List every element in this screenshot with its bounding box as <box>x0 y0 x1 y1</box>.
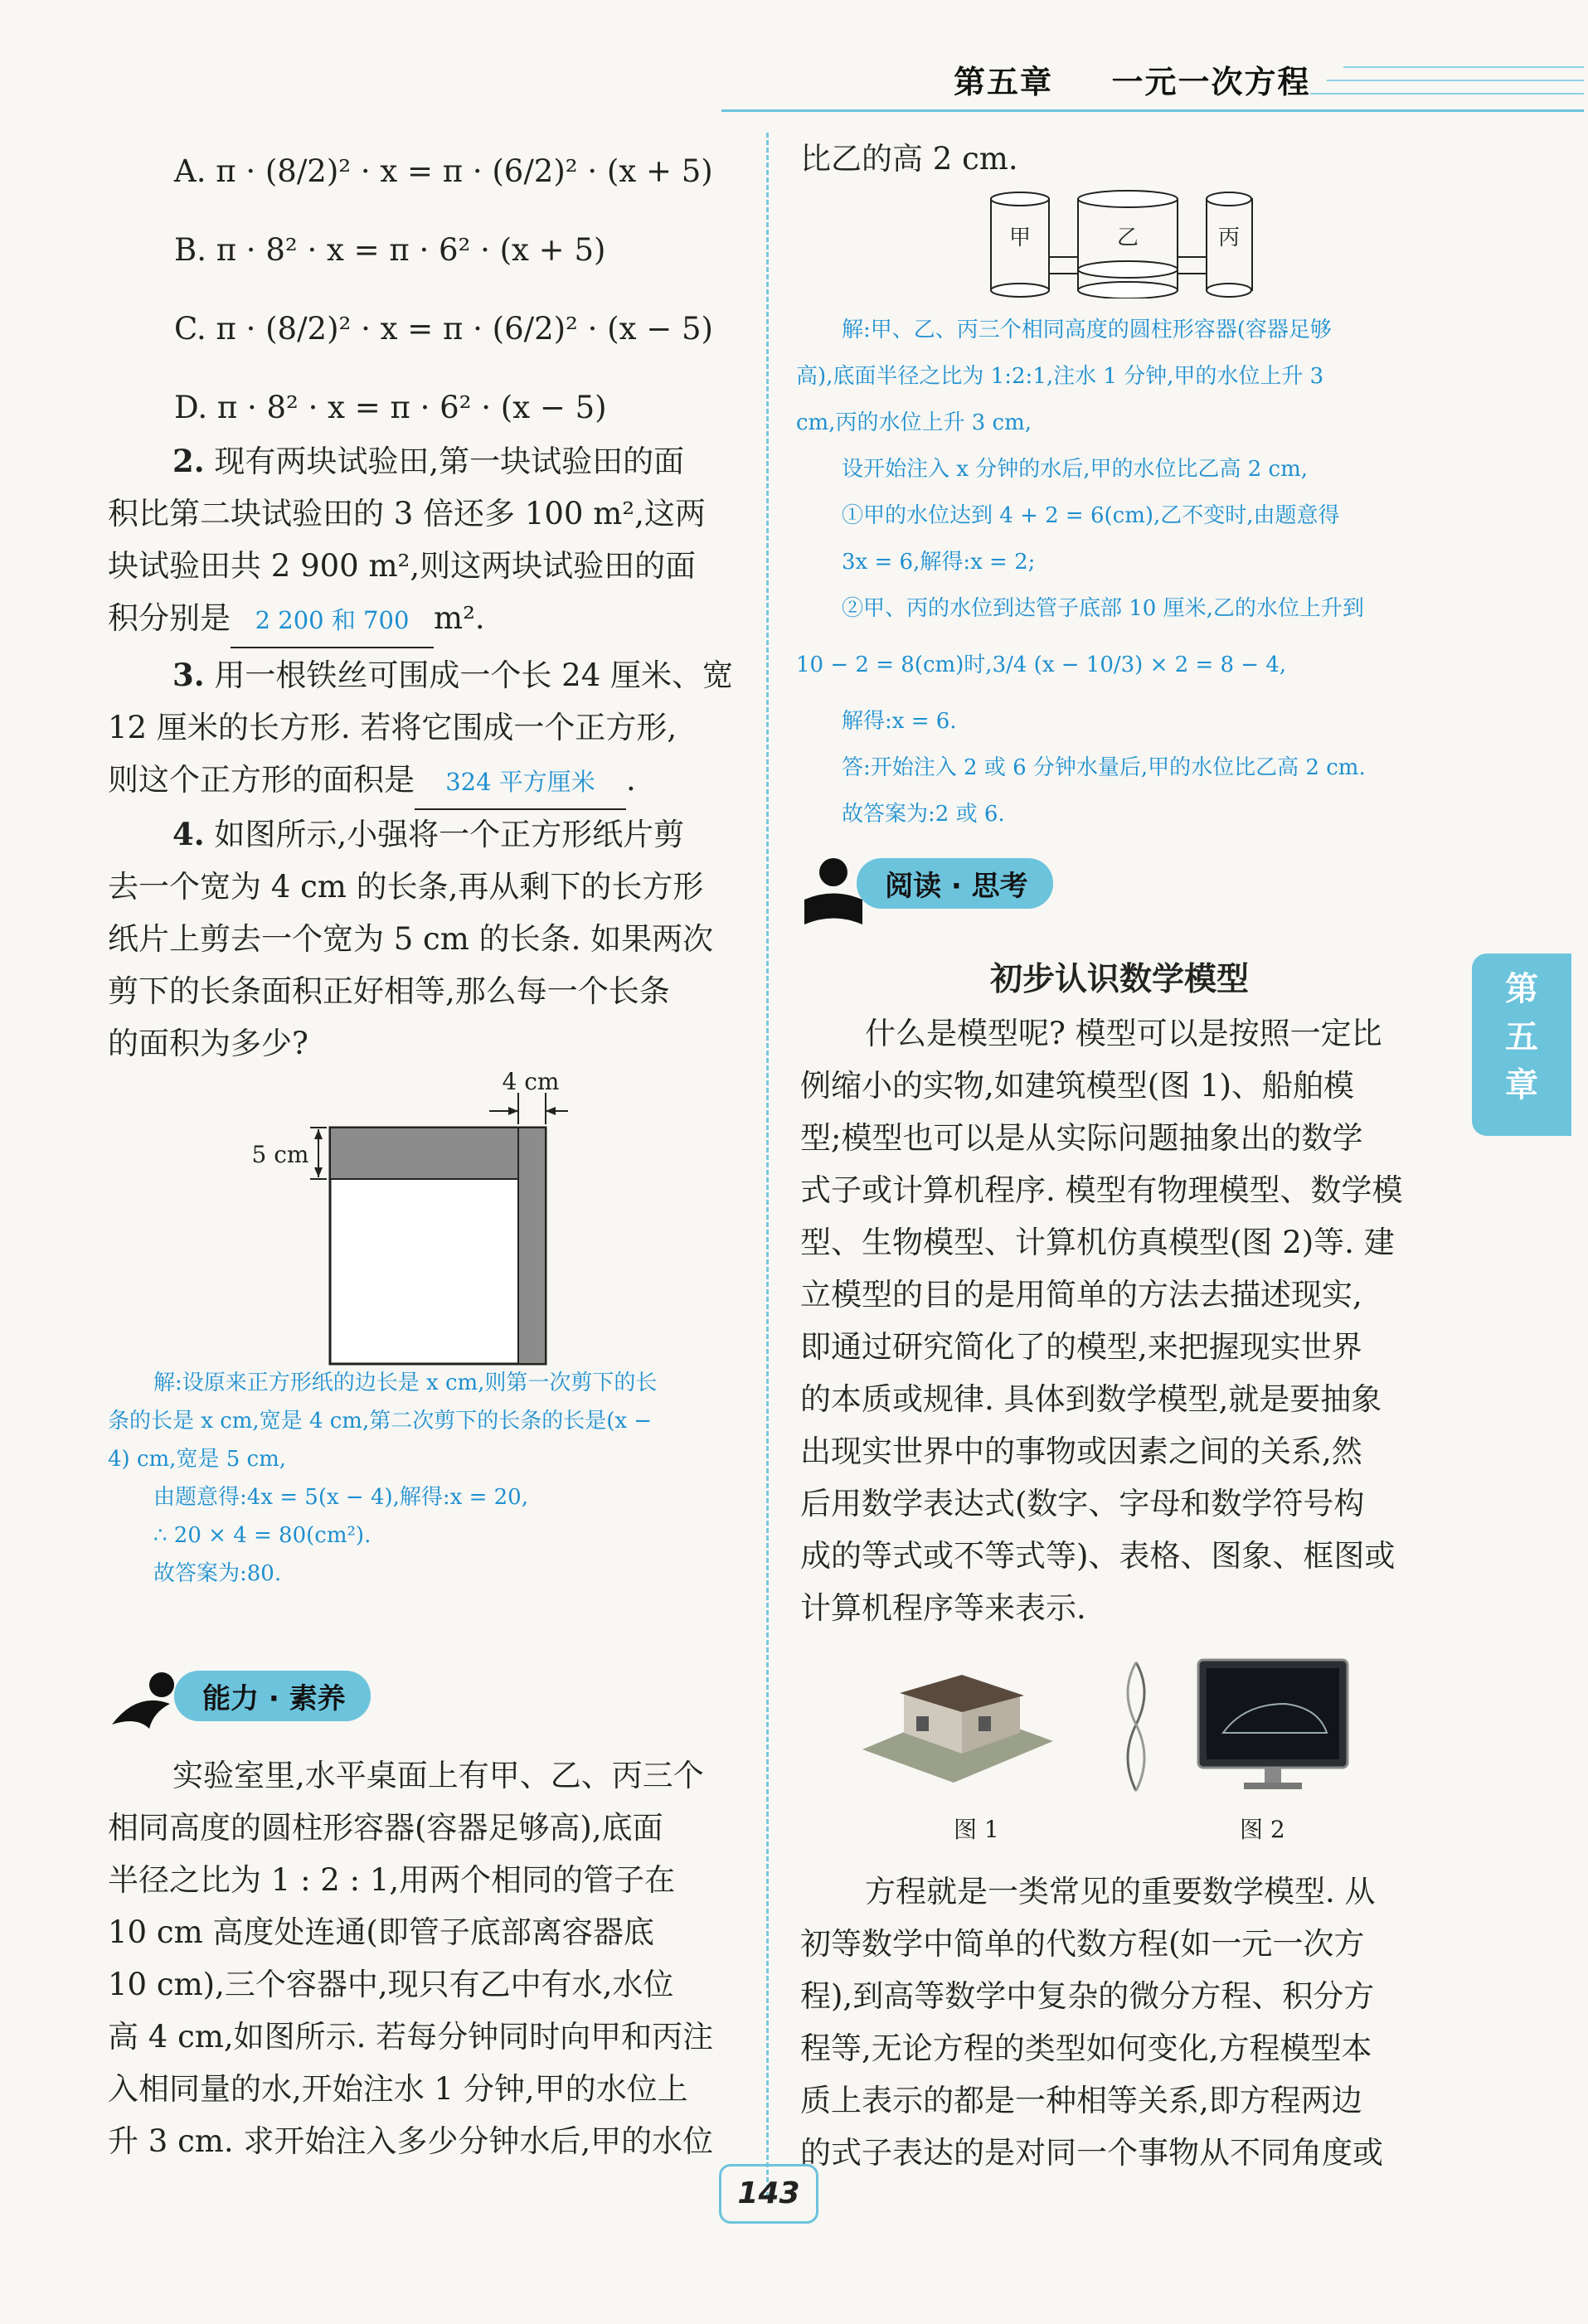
q4-solution <box>108 1364 746 1593</box>
q2-line: 积分别是 <box>108 600 231 636</box>
q4-number: 4. <box>172 816 205 852</box>
read-line: 出现实世界中的事物或因素之间的关系,然 <box>800 1434 1362 1469</box>
chapter-header <box>954 56 1311 102</box>
column-divider <box>766 133 769 2197</box>
ability-solution-line: 解:甲、乙、丙三个相同高度的圆柱形容器(容器足够 <box>842 318 1332 342</box>
read-title: 初步认识数学模型 <box>989 960 1249 998</box>
read-paragraph-1 <box>800 1007 1439 1634</box>
label-bing: 丙 <box>1217 226 1241 250</box>
read-line: 程),到高等数学中复杂的微分方程、积分方 <box>800 1978 1375 2014</box>
water-surface <box>1078 261 1178 278</box>
q3-end: . <box>626 762 636 798</box>
dna-image <box>1128 1662 1144 1791</box>
question-2 <box>108 435 746 648</box>
ability-line: 高 4 cm,如图所示. 若每分钟同时向甲和丙注 <box>108 2019 714 2055</box>
read-line: 后用数学表达式(数字、字母和数学符号构 <box>800 1486 1365 1521</box>
question-3 <box>108 649 746 810</box>
q2-line: 现有两块试验田,第一块试验田的面 <box>214 444 685 479</box>
label-5cm: 5 cm <box>251 1141 309 1168</box>
chapter-side-tab <box>1472 953 1571 1136</box>
read-line: 例缩小的实物,如建筑模型(图 1)、船舶模 <box>800 1068 1354 1104</box>
q1-option-a: A. π · (8/2)² · x = π · (6/2)² · (x + 5) <box>174 153 713 189</box>
read-line: 的本质或规律. 具体到数学模型,就是要抽象 <box>800 1381 1382 1417</box>
ability-line: 升 3 cm. 求开始注入多少分钟水后,甲的水位 <box>108 2123 714 2159</box>
ability-solution-line: 高),底面半径之比为 1:2:1,注水 1 分钟,甲的水位上升 3 <box>796 364 1324 389</box>
read-line: 计算机程序等来表示. <box>800 1590 1086 1626</box>
q3-line: 则这个正方形的面积是 <box>108 762 415 798</box>
q4-solution-line: ∴ 20 × 4 = 80(cm²). <box>153 1523 372 1548</box>
ability-line: 半径之比为 1 : 2 : 1,用两个相同的管子在 <box>108 1862 676 1898</box>
dim-arrowhead <box>314 1129 323 1139</box>
q2-unit: m². <box>434 600 485 636</box>
read-line: 型、生物模型、计算机仿真模型(图 2)等. 建 <box>800 1225 1395 1260</box>
ability-problem <box>108 1749 746 2167</box>
fig1-caption: 图 1 <box>954 1816 999 1843</box>
page-number: 143 <box>719 2164 818 2224</box>
ability-line: 相同高度的圆柱形容器(容器足够高),底面 <box>108 1810 663 1846</box>
read-line: 立模型的目的是用简单的方法去描述现实, <box>800 1277 1362 1312</box>
section-read-title: 阅读 · 思考 <box>857 858 1053 909</box>
chapter-label: 第五章 <box>954 64 1054 100</box>
q4-line: 如图所示,小强将一个正方形纸片剪 <box>214 817 685 852</box>
ability-line: 入相同量的水,开始注水 1 分钟,甲的水位上 <box>108 2071 688 2107</box>
read-line: 即通过研究简化了的模型,来把握现实世界 <box>800 1329 1362 1365</box>
chapter-title: 一元一次方程 <box>1111 64 1311 100</box>
read-line: 什么是模型呢? 模型可以是按照一定比 <box>865 1016 1382 1051</box>
q4-line: 的面积为多少? <box>108 1026 308 1061</box>
strip-5cm <box>330 1128 518 1179</box>
q4-figure <box>240 1070 589 1376</box>
q4-solution-line: 条的长是 x cm,宽是 4 cm,第二次剪下的长条的长是(x − <box>108 1409 653 1434</box>
dim-arrowhead <box>546 1107 556 1115</box>
side-tab-label: 第五章 <box>1505 970 1538 1104</box>
q2-number: 2. <box>172 443 205 479</box>
building-model-image <box>862 1675 1053 1783</box>
read-line: 型;模型也可以是从实际问题抽象出的数学 <box>800 1120 1363 1156</box>
ability-solution-line: 设开始注入 x 分钟的水后,甲的水位比乙高 2 cm, <box>842 457 1309 482</box>
header-deco-line <box>1343 66 1584 68</box>
q3-line: 用一根铁丝可围成一个长 24 厘米、宽 <box>214 657 734 693</box>
header-deco-line <box>1327 80 1584 81</box>
q4-line: 剪下的长条面积正好相等,那么每一个长条 <box>108 973 670 1009</box>
ability-solution-line: 10 − 2 = 8(cm)时,3/4 (x − 10/3) × 2 = 8 − 4, <box>796 653 1287 677</box>
q1-options <box>108 145 746 439</box>
q4-solution-line: 故答案为:80. <box>153 1561 282 1586</box>
model-figures <box>854 1658 1385 1799</box>
q1-option-b: B. π · 8² · x = π · 6² · (x + 5) <box>174 232 606 268</box>
ability-line: 实验室里,水平桌面上有甲、乙、丙三个 <box>172 1758 704 1793</box>
pipe-left <box>1049 257 1078 274</box>
read-line: 成的等式或不等式等)、表格、图象、框图或 <box>800 1538 1396 1574</box>
q3-answer: 324 平方厘米 <box>415 756 626 810</box>
header-deco-line <box>1310 93 1584 95</box>
ability-solution-line: ①甲的水位达到 4 + 2 = 6(cm),乙不变时,由题意得 <box>842 503 1340 528</box>
read-line: 方程就是一类常见的重要数学模型. 从 <box>865 1874 1376 1909</box>
dim-arrowhead <box>314 1167 323 1177</box>
label-jia: 甲 <box>1008 226 1032 250</box>
q4-line: 去一个宽为 4 cm 的长条,再从剩下的长方形 <box>108 869 704 905</box>
ability-solution-line: cm,丙的水位上升 3 cm, <box>796 410 1032 435</box>
ability-solution <box>796 307 1443 837</box>
read-line: 初等数学中简单的代数方程(如一元一次方 <box>800 1926 1365 1962</box>
q2-line: 块试验田共 2 900 m²,则这两块试验田的面 <box>108 548 697 584</box>
ability-continue: 比乙的高 2 cm. <box>800 141 1018 177</box>
q2-answer: 2 200 和 700 <box>231 594 434 648</box>
ability-solution-line: 解得:x = 6. <box>842 709 957 734</box>
containers-figure <box>983 187 1256 298</box>
q4-line: 纸片上剪去一个宽为 5 cm 的长条. 如果两次 <box>108 921 714 957</box>
read-line: 程等,无论方程的类型如何变化,方程模型本 <box>800 2030 1372 2066</box>
ability-solution-line: 故答案为:2 或 6. <box>842 802 1005 827</box>
ability-solution-line: ②甲、丙的水位到达管子底部 10 厘米,乙的水位上升到 <box>842 596 1364 621</box>
monitor-image <box>1198 1660 1348 1789</box>
question-4 <box>108 808 746 1070</box>
q4-solution-line: 由题意得:4x = 5(x − 4),解得:x = 20, <box>153 1485 528 1510</box>
header-rule <box>721 109 1584 112</box>
q3-line: 12 厘米的长方形. 若将它围成一个正方形, <box>108 710 677 745</box>
read-line: 式子或计算机程序. 模型有物理模型、数学模 <box>800 1172 1403 1208</box>
q4-solution-line: 解:设原来正方形纸的边长是 x cm,则第一次剪下的长 <box>153 1371 658 1395</box>
read-line: 的式子表达的是对同一个事物从不同角度或 <box>800 2135 1383 2171</box>
q1-option-c: C. π · (8/2)² · x = π · (6/2)² · (x − 5) <box>174 311 713 347</box>
section-ability-title: 能力 · 素养 <box>174 1671 371 1721</box>
pipe-right <box>1178 257 1207 274</box>
ability-solution-line: 答:开始注入 2 或 6 分钟水量后,甲的水位比乙高 2 cm. <box>842 755 1366 780</box>
strip-4cm <box>518 1128 546 1364</box>
ability-line: 10 cm 高度处连通(即管子底部离容器底 <box>108 1914 654 1950</box>
read-paragraph-2 <box>800 1866 1439 2179</box>
section-read <box>796 854 1053 929</box>
label-4cm: 4 cm <box>502 1070 560 1095</box>
q1-option-d: D. π · 8² · x = π · 6² · (x − 5) <box>174 390 607 425</box>
ability-solution-line: 3x = 6,解得:x = 2; <box>842 550 1036 575</box>
label-yi: 乙 <box>1116 226 1139 250</box>
q2-line: 积比第二块试验田的 3 倍还多 100 m²,这两 <box>108 496 706 531</box>
fig2-caption: 图 2 <box>1240 1816 1285 1843</box>
q4-solution-line: 4) cm,宽是 5 cm, <box>108 1447 286 1472</box>
section-ability <box>104 1667 371 1741</box>
read-line: 质上表示的都是一种相等关系,即方程两边 <box>800 2083 1362 2118</box>
dim-arrowhead <box>508 1107 518 1115</box>
q3-number: 3. <box>172 657 205 693</box>
ability-line: 10 cm),三个容器中,现只有乙中有水,水位 <box>108 1967 674 2002</box>
